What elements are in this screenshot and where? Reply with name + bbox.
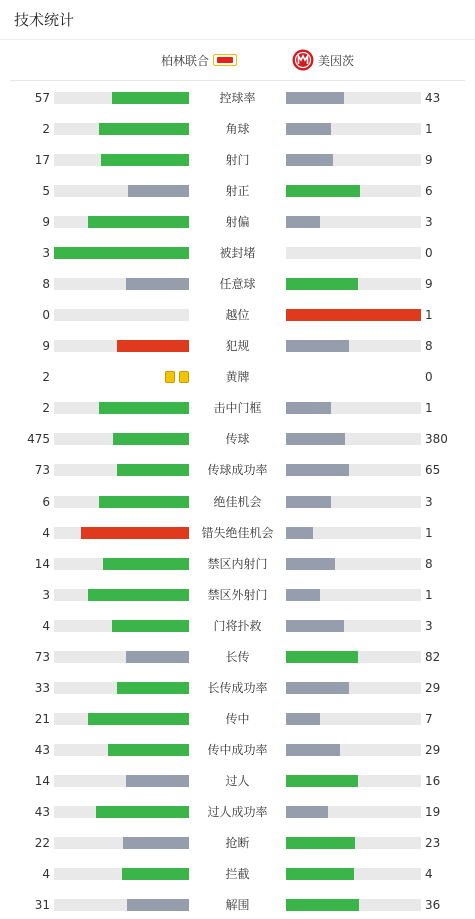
away-bar-fill bbox=[286, 433, 345, 445]
away-team[interactable] bbox=[292, 40, 354, 80]
away-bar bbox=[286, 185, 421, 197]
stat-row bbox=[0, 243, 475, 263]
stat-label: 绝佳机会 bbox=[213, 494, 262, 509]
away-value: 0 bbox=[425, 370, 433, 385]
away-bar-fill bbox=[286, 651, 358, 663]
home-value: 14 bbox=[34, 556, 50, 571]
home-bar-fill bbox=[88, 216, 189, 228]
away-value: 29 bbox=[425, 680, 441, 695]
away-bar-fill bbox=[286, 620, 344, 632]
stat-label: 禁区外射门 bbox=[207, 587, 268, 602]
home-bar bbox=[54, 527, 189, 539]
home-value: 475 bbox=[27, 432, 50, 447]
home-value: 22 bbox=[34, 835, 50, 850]
away-bar-fill bbox=[286, 558, 335, 570]
stat-label: 黄牌 bbox=[225, 370, 250, 385]
home-bar-fill bbox=[123, 837, 189, 849]
stat-label: 射门 bbox=[225, 153, 250, 168]
stat-row bbox=[0, 616, 475, 636]
home-bar bbox=[54, 340, 189, 352]
home-bar-fill bbox=[88, 713, 189, 725]
home-bar bbox=[54, 496, 189, 508]
away-bar bbox=[286, 837, 421, 849]
home-bar-fill bbox=[96, 806, 189, 818]
home-value: 31 bbox=[34, 898, 50, 913]
home-value: 2 bbox=[42, 370, 50, 385]
away-bar-fill bbox=[286, 527, 313, 539]
home-value: 3 bbox=[42, 246, 50, 261]
away-bar bbox=[286, 868, 421, 880]
away-bar bbox=[286, 775, 421, 787]
away-bar-fill bbox=[286, 806, 328, 818]
home-value: 9 bbox=[42, 339, 50, 354]
stat-row bbox=[0, 709, 475, 729]
away-bar bbox=[286, 216, 421, 228]
away-bar bbox=[286, 433, 421, 445]
away-bar-fill bbox=[286, 340, 349, 352]
stat-row bbox=[0, 554, 475, 574]
home-bar bbox=[54, 558, 189, 570]
home-value: 21 bbox=[34, 711, 50, 726]
home-bar bbox=[54, 309, 189, 321]
home-value: 43 bbox=[34, 742, 50, 757]
stat-label: 传中成功率 bbox=[207, 742, 268, 757]
away-value: 16 bbox=[425, 773, 441, 788]
stat-label: 越位 bbox=[225, 308, 250, 323]
stat-label: 被封堵 bbox=[219, 246, 256, 261]
away-value: 1 bbox=[425, 401, 433, 416]
stat-label: 传球 bbox=[225, 432, 250, 447]
home-bar-fill bbox=[112, 92, 189, 104]
stat-label: 解围 bbox=[225, 898, 250, 913]
away-bar bbox=[286, 620, 421, 632]
home-bar-fill bbox=[122, 868, 190, 880]
stat-label: 错失绝佳机会 bbox=[201, 525, 274, 540]
stat-label: 长传 bbox=[225, 649, 250, 664]
away-value: 82 bbox=[425, 649, 441, 664]
away-bar bbox=[286, 589, 421, 601]
away-bar-fill bbox=[286, 775, 358, 787]
stat-label: 犯规 bbox=[225, 339, 250, 354]
home-value: 4 bbox=[42, 525, 50, 540]
stat-label: 传中 bbox=[225, 711, 250, 726]
stat-row bbox=[0, 647, 475, 667]
away-bar bbox=[286, 340, 421, 352]
yellow-card-icons bbox=[165, 371, 189, 383]
home-value: 43 bbox=[34, 804, 50, 819]
home-bar bbox=[54, 433, 189, 445]
home-bar bbox=[54, 589, 189, 601]
away-bar bbox=[286, 527, 421, 539]
home-bar-fill bbox=[108, 744, 189, 756]
home-value: 3 bbox=[42, 587, 50, 602]
away-bar-fill bbox=[286, 744, 340, 756]
stat-row bbox=[0, 398, 475, 418]
home-bar bbox=[54, 278, 189, 290]
away-bar-fill bbox=[286, 496, 331, 508]
home-bar bbox=[54, 682, 189, 694]
home-bar-fill bbox=[128, 185, 189, 197]
home-bar-fill bbox=[126, 278, 189, 290]
stat-row bbox=[0, 367, 475, 387]
section-header bbox=[0, 0, 475, 40]
away-value: 1 bbox=[425, 525, 433, 540]
home-value: 5 bbox=[42, 184, 50, 199]
away-bar bbox=[286, 309, 421, 321]
away-bar-fill bbox=[286, 868, 354, 880]
home-bar bbox=[54, 775, 189, 787]
home-team[interactable] bbox=[161, 40, 237, 80]
away-bar-fill bbox=[286, 713, 320, 725]
stat-row bbox=[0, 523, 475, 543]
stat-row bbox=[0, 181, 475, 201]
stat-row bbox=[0, 212, 475, 232]
home-bar-fill bbox=[99, 496, 189, 508]
away-bar bbox=[286, 651, 421, 663]
away-value: 19 bbox=[425, 804, 441, 819]
home-bar bbox=[54, 837, 189, 849]
away-bar-fill bbox=[286, 589, 320, 601]
home-team-logo-icon bbox=[213, 54, 237, 66]
away-value: 8 bbox=[425, 339, 433, 354]
stat-row bbox=[0, 429, 475, 449]
away-value: 43 bbox=[425, 91, 441, 105]
stat-row bbox=[0, 274, 475, 294]
away-bar-fill bbox=[286, 309, 421, 321]
away-bar bbox=[286, 278, 421, 290]
away-bar-fill bbox=[286, 837, 355, 849]
home-bar bbox=[54, 806, 189, 818]
away-bar bbox=[286, 92, 421, 104]
home-bar bbox=[54, 216, 189, 228]
stat-row bbox=[0, 864, 475, 884]
stat-label: 过人 bbox=[225, 773, 250, 788]
stat-label: 拦截 bbox=[225, 867, 250, 881]
stat-row bbox=[0, 740, 475, 760]
away-bar bbox=[286, 402, 421, 414]
home-bar bbox=[54, 868, 189, 880]
stat-row bbox=[0, 771, 475, 791]
away-value: 0 bbox=[425, 246, 433, 261]
home-value: 73 bbox=[34, 649, 50, 664]
page-title: 技术统计 bbox=[14, 11, 75, 29]
stat-label: 任意球 bbox=[219, 277, 256, 292]
away-value: 1 bbox=[425, 587, 433, 602]
home-bar-fill bbox=[112, 620, 189, 632]
stat-label: 门将扑救 bbox=[213, 618, 262, 633]
stat-row bbox=[0, 119, 475, 139]
away-value: 3 bbox=[425, 618, 433, 633]
home-bar bbox=[54, 899, 189, 911]
away-bar bbox=[286, 899, 421, 911]
home-bar bbox=[54, 185, 189, 197]
teams-header bbox=[10, 40, 465, 81]
home-bar-fill bbox=[117, 464, 189, 476]
away-bar bbox=[286, 496, 421, 508]
away-bar bbox=[286, 744, 421, 756]
home-bar-fill bbox=[126, 651, 189, 663]
home-bar bbox=[54, 713, 189, 725]
home-value: 17 bbox=[34, 153, 50, 168]
home-bar bbox=[54, 464, 189, 476]
home-value: 9 bbox=[42, 215, 50, 230]
stat-row bbox=[0, 802, 475, 822]
home-bar-fill bbox=[101, 154, 189, 166]
away-bar bbox=[286, 713, 421, 725]
away-team-logo-icon bbox=[292, 49, 314, 71]
away-value: 23 bbox=[425, 835, 441, 850]
away-bar-fill bbox=[286, 92, 344, 104]
away-value: 9 bbox=[425, 153, 433, 168]
home-value: 33 bbox=[34, 680, 50, 695]
stat-row bbox=[0, 336, 475, 356]
home-bar bbox=[54, 247, 189, 259]
away-bar bbox=[286, 558, 421, 570]
away-value: 1 bbox=[425, 308, 433, 323]
stat-label: 长传成功率 bbox=[207, 680, 268, 695]
stat-row bbox=[0, 585, 475, 605]
away-bar-fill bbox=[286, 123, 331, 135]
stat-label: 控球率 bbox=[219, 91, 256, 105]
away-bar-fill bbox=[286, 899, 359, 911]
stat-row bbox=[0, 492, 475, 512]
home-value: 4 bbox=[42, 867, 50, 881]
stat-label: 射正 bbox=[225, 184, 250, 199]
home-bar bbox=[54, 651, 189, 663]
away-value: 8 bbox=[425, 556, 433, 571]
away-value: 3 bbox=[425, 494, 433, 509]
home-value: 6 bbox=[42, 494, 50, 509]
away-value: 7 bbox=[425, 711, 433, 726]
home-bar bbox=[54, 402, 189, 414]
stat-row bbox=[0, 460, 475, 480]
away-bar-fill bbox=[286, 464, 349, 476]
away-value: 65 bbox=[425, 463, 441, 478]
home-bar bbox=[54, 744, 189, 756]
away-value: 4 bbox=[425, 867, 433, 881]
home-value: 8 bbox=[42, 277, 50, 292]
home-bar-fill bbox=[117, 340, 189, 352]
home-bar-fill bbox=[99, 402, 189, 414]
away-bar-fill bbox=[286, 216, 320, 228]
home-bar-fill bbox=[113, 433, 189, 445]
stat-row bbox=[0, 150, 475, 170]
away-value: 6 bbox=[425, 184, 433, 199]
stat-label: 击中门框 bbox=[213, 401, 262, 416]
home-bar-fill bbox=[88, 589, 189, 601]
away-bar bbox=[286, 682, 421, 694]
stat-row bbox=[0, 833, 475, 853]
stat-label: 禁区内射门 bbox=[207, 556, 268, 571]
away-bar-fill bbox=[286, 278, 358, 290]
home-value: 14 bbox=[34, 773, 50, 788]
away-team-name: 美因茨 bbox=[318, 53, 355, 68]
home-value: 2 bbox=[42, 122, 50, 137]
home-bar-fill bbox=[81, 527, 189, 539]
away-bar bbox=[286, 806, 421, 818]
home-bar-fill bbox=[99, 123, 189, 135]
away-bar-fill bbox=[286, 682, 349, 694]
away-value: 3 bbox=[425, 215, 433, 230]
home-bar-fill bbox=[117, 682, 189, 694]
away-value: 29 bbox=[425, 742, 441, 757]
away-value: 9 bbox=[425, 277, 433, 292]
home-bar-fill bbox=[126, 775, 189, 787]
away-value: 36 bbox=[425, 898, 441, 913]
home-value: 2 bbox=[42, 401, 50, 416]
away-value: 380 bbox=[425, 432, 448, 447]
stat-row bbox=[0, 305, 475, 325]
away-value: 1 bbox=[425, 122, 433, 137]
away-bar bbox=[286, 123, 421, 135]
home-bar bbox=[54, 620, 189, 632]
away-bar bbox=[286, 464, 421, 476]
stat-row bbox=[0, 895, 475, 915]
stat-label: 传球成功率 bbox=[207, 463, 268, 478]
away-bar bbox=[286, 154, 421, 166]
home-team-name: 柏林联合 bbox=[160, 53, 209, 68]
home-bar-fill bbox=[103, 558, 189, 570]
away-bar-fill bbox=[286, 185, 360, 197]
stat-row bbox=[0, 678, 475, 698]
home-value: 57 bbox=[34, 91, 50, 105]
stat-label: 过人成功率 bbox=[207, 804, 268, 819]
stat-label: 射偏 bbox=[225, 215, 250, 230]
home-bar bbox=[54, 123, 189, 135]
stat-label: 抢断 bbox=[225, 835, 250, 850]
home-bar bbox=[54, 92, 189, 104]
home-bar bbox=[54, 154, 189, 166]
away-bar-fill bbox=[286, 154, 333, 166]
yellow-card-icon bbox=[179, 371, 189, 383]
yellow-card-icon bbox=[165, 371, 175, 383]
away-bar bbox=[286, 247, 421, 259]
stat-row bbox=[0, 88, 475, 108]
home-value: 73 bbox=[34, 463, 50, 478]
home-value: 0 bbox=[42, 308, 50, 323]
home-bar-fill bbox=[127, 899, 189, 911]
away-bar-fill bbox=[286, 402, 331, 414]
stat-label: 角球 bbox=[225, 122, 250, 137]
home-value: 4 bbox=[42, 618, 50, 633]
home-bar-fill bbox=[54, 247, 189, 259]
